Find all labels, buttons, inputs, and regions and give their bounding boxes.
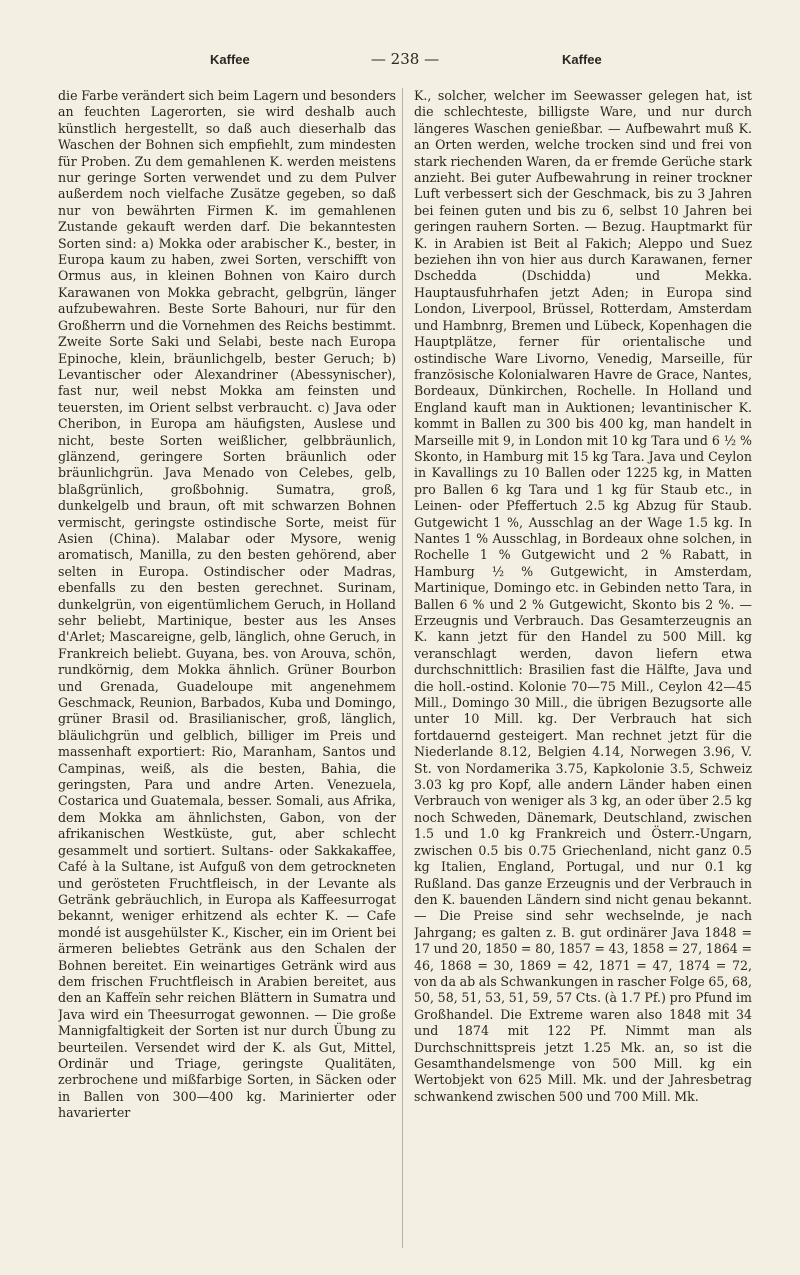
header-left-title: Kaffee	[210, 52, 250, 67]
text-columns	[58, 88, 752, 1258]
page-header	[60, 52, 750, 72]
right-column	[414, 88, 752, 1258]
right-column-text: K., solcher, welcher im Seewasser gelegen hat, ist die schlechteste, billigste Ware, und nur durch längeres Waschen genießbar. — Aufbewahrt muß K. an Orten werden, welche trocken sind und frei von stark riechenden Waren, da er fremde Gerüche stark anzieht. Bei guter Aufbewahrung in reiner trockner Luft verbessert sich der Geschmack, bis zu 3 Jahren bei feinen guten und bis zu 6, selbst 10 Jahren bei geringen rauhern Sorten. — Bezug. Hauptmarkt für K. in Arabien ist Beit al Fakich; Aleppo und Suez beziehen ihn von hier aus durch Karawanen, ferner Dschedda (Dschidda) und Mekka. Hauptausfuhrhafen jetzt Aden; in Europa sind London, Liverpool, Brüssel, Rotterdam, Amsterdam und Hambnrg, Bremen und Lübeck, Kopenhagen die Hauptplätze, ferner für orientalische und ostindische Ware Livorno, Venedig, Marseille, für französische Kolonialwaren Havre de Grace, Nantes, Bordeaux, Dünkirchen, Rochelle. In Holland und England kauft man in Auktionen; levantinischer K. kommt in Ballen zu 300 bis 400 kg, man handelt in Marseille mit 9, in London mit 10 kg Tara und 6 ½ % Skonto, in Hamburg mit 15 kg Tara. Java und Ceylon in Kavallings zu 10 Ballen oder 1225 kg, in Matten pro Ballen 6 kg Tara und 1 kg für Staub etc., in Leinen- oder Pfeffertuch 2.5 kg Abzug für Staub. Gutgewicht 1 %, Ausschlag an der Wage 1.5 kg. In Nantes 1 % Ausschlag, in Bordeaux ohne solchen, in Rochelle 1 % Gutgewicht und 2 % Rabatt, in Hamburg ½ % Gutgewicht, in Amsterdam, Martinique, Domingo etc. in Gebinden netto Tara, in Ballen 6 % und 2 % Gutgewicht, Skonto bis 2 %. — Erzeugnis und Verbrauch. Das Gesamterzeugnis an K. kann jetzt für den Handel zu 500 Mill. kg veranschlagt werden, davon liefern etwa durchschnittlich: Brasilien fast die Hälfte, Java und die holl.-ostind. Kolonie 70—75 Mill., Ceylon 42—45 Mill., Domingo 30 Mill., die übrigen Bezugsorte alle unter 10 Mill. kg. Der Verbrauch hat sich fortdauernd gesteigert. Man rechnet jetzt für die Niederlande 8.12, Belgien 4.14, Norwegen 3.96, V. St. von Nordamerika 3.75, Kapkolonie 3.5, Schweiz 3.03 kg pro Kopf, alle andern Länder haben einen Verbrauch von weniger als 3 kg, an oder über 2.5 kg noch Schweden, Dänemark, Deutschland, zwischen 1.5 und 1.0 kg Frankreich und Österr.-Ungarn, zwischen 0.5 bis 0.75 Griechenland, nicht ganz 0.5 kg Italien, England, Portugal, und nur 0.1 kg Rußland. Das ganze Erzeugnis und der Verbrauch in den K. bauenden Ländern sind nicht genau bekannt. — Die Preise sind sehr wechselnde, je nach Jahrgang; es galten z. B. gut ordinärer Java 1848 = 17 und 20, 1850 = 80, 1857 = 43, 1858 = 27, 1864 = 46, 1868 = 30, 1869 = 42, 1871 = 47, 1874 = 72, von da ab als Schwankungen in rascher Folge 65, 68, 50, 58, 51, 53, 51, 59, 57 Cts. (à 1.7 Pf.) pro Pfund im Großhandel. Die Extreme waren also 1848 mit 34 und 1874 mit 122 Pf. Nimmt man als Durchschnittspreis jetzt 1.25 Mk. an, so ist die Gesamthandelsmenge von 500 Mill. kg ein Wertobjekt von 625 Mill. Mk. und der Jahresbetrag schwankend zwischen 500 und 700 Mill. Mk.	[414, 88, 752, 1104]
page-number: — 238 —	[370, 50, 440, 68]
left-column	[58, 88, 396, 1258]
header-right-title: Kaffee	[562, 52, 602, 67]
column-divider	[402, 88, 403, 1248]
left-column-text: die Farbe verändert sich beim Lagern und besonders an feuchten Lagerorten, sie wird deshalb auch künstlich hergestellt, so daß auch dieserhalb das Waschen der Bohnen sich empfiehlt, zum mindesten für Proben. Zu dem gemahlenen K. werden meistens nur geringe Sorten verwendet und zu dem Pulver außerdem noch vielfache Zusätze gegeben, so daß nur von bewährten Firmen K. im gemahlenen Zustande gekauft werden darf. Die bekanntesten Sorten sind: a) Mokka oder arabischer K., bester, in Europa kaum zu haben, zwei Sorten, verschifft von Ormus aus, in kleinen Bohnen von Kairo durch Karawanen von Mokka gebracht, gelbgrün, länger aufzubewahren. Beste Sorte Bahouri, nur für den Großherrn und die Vornehmen des Reichs bestimmt. Zweite Sorte Saki und Selabi, beste nach Europa Epinoche, klein, bräunlichgelb, bester Geruch; b) Levantischer oder Alexandriner (Abessynischer), fast nur, weil nebst Mokka am feinsten und teuersten, im Orient selbst verbraucht. c) Java oder Cheribon, in Europa am häufigsten, Auslese und nicht, beste Sorten weißlicher, gelbbräunlich, glänzend, geringere Sorten bräunlich oder bräunlichgrün. Java Menado von Celebes, gelb, blaßgrünlich, großbohnig. Sumatra, groß, dunkelgelb und braun, oft mit schwarzen Bohnen vermischt, geringste ostindische Sorte, meist für Asien (China). Malabar oder Mysore, wenig aromatisch, Manilla, zu den besten gehörend, aber selten in Europa. Ostindischer oder Madras, ebenfalls zu den besten gerechnet. Surinam, dunkelgrün, von eigentümlichem Geruch, in Holland sehr beliebt, Martinique, bester aus les Anses d'Arlet; Mascareigne, gelb, länglich, ohne Geruch, in Frankreich beliebt. Guyana, bes. von Arouva, schön, rundkörnig, dem Mokka ähnlich. Grüner Bourbon und Grenada, Guadeloupe mit angenehmem Geschmack, Reunion, Barbados, Kuba und Domingo, grüner Brasil od. Brasilianischer, groß, länglich, bläulichgrün und gelblich, billiger im Preis und massenhaft exportiert: Rio, Maranham, Santos und Campinas, weiß, als die besten, Bahia, die geringsten, Para und andre Arten. Venezuela, Costarica und Guatemala, besser. Somali, aus Afrika, dem Mokka am ähnlichsten, Gabon, von der afrikanischen Westküste, gut, aber schlecht gesammelt und sortiert. Sultans- oder Sakkakaffee, Café à la Sultane, ist Aufguß von dem getrockneten und gerösteten Fruchtfleisch, in der Levante als Getränk gebräuchlich, in Europa als Kaffeesurrogat bekannt, weniger erhitzend als echter K. — Cafe mondé ist ausgehülster K., Kischer, ein im Orient bei ärmeren beliebtes Getränk aus den Schalen der Bohnen bereitet. Ein weinartiges Getränk wird aus dem frischen Fruchtfleisch in Arabien bereitet, aus den an Kaffeïn sehr reichen Blättern in Sumatra und Java wird ein Theesurrogat gewonnen. — Die große Mannigfaltigkeit der Sorten ist nur durch Übung zu beurteilen. Versendet wird der K. als Gut, Mittel, Ordinär und Triage, geringste Qualitäten, zerbrochene und mißfarbige Sorten, in Säcken oder in Ballen von 300—400 kg. Marinierter oder havarierter	[58, 88, 396, 1121]
